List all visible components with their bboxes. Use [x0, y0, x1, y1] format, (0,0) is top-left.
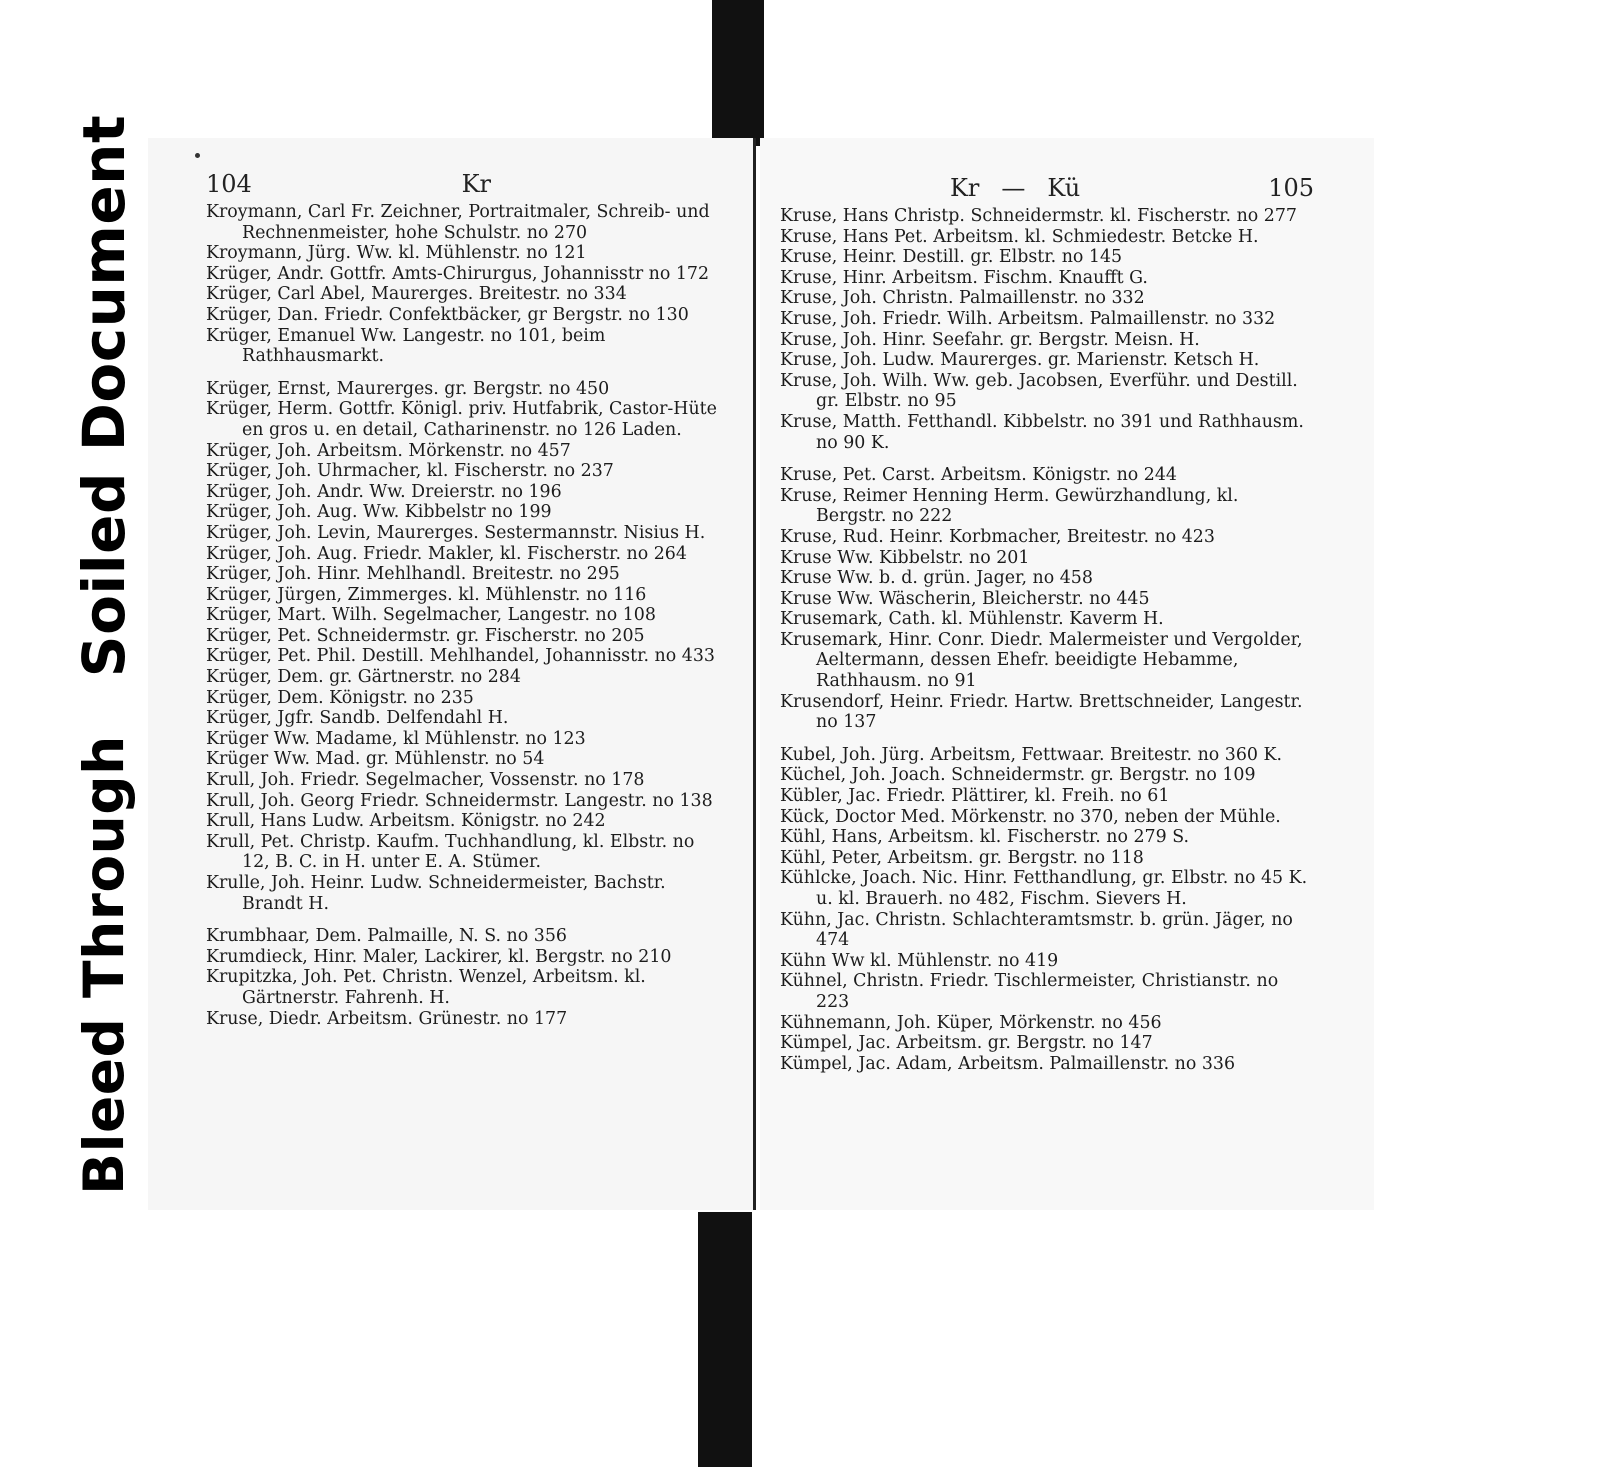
directory-entry: Krüger Ww. Madame, kl Mühlenstr. no 123	[206, 728, 586, 749]
directory-entry: Krüger, Dan. Friedr. Confektbäcker, gr Bergstr. no 130	[206, 304, 689, 325]
directory-entry: Krull, Joh. Friedr. Segelmacher, Vossenstr. no 178	[206, 770, 645, 791]
directory-entry: Kroymann, Jürg. Ww. kl. Mühlenstr. no 121	[206, 243, 587, 264]
left-page-header	[206, 170, 721, 198]
directory-entry: Kübler, Jac. Friedr. Plättirer, kl. Freih. no 61	[780, 786, 1170, 807]
directory-entry: Krüger, Joh. Aug. Friedr. Makler, kl. Fischerstr. no 264	[206, 543, 687, 564]
directory-entry: Kruse, Rud. Heinr. Korbmacher, Breitestr. no 423	[780, 526, 1215, 547]
directory-entry: Kühlcke, Joach. Nic. Hinr. Fetthandlung, gr. Elbstr. no 45 K. u. kl. Brauerh. no 482, Fischm. Sievers H.	[780, 868, 1308, 909]
right-page-running-head: Kr — Kü	[950, 174, 1081, 202]
directory-entry: Krüger, Emanuel Ww. Langestr. no 101, beim Rathhausmarkt.	[206, 325, 606, 367]
directory-entry: Kruse, Hans Christp. Schneidermstr. kl. Fischerstr. no 277	[780, 206, 1297, 226]
directory-entry: Kück, Doctor Med. Mörkenstr. no 370, neben der Mühle.	[780, 806, 1281, 827]
soiled-document-label: Soiled Document	[70, 114, 139, 678]
directory-entry: Kruse, Joh. Wilh. Ww. geb. Jacobsen, Everführ. und Destill. gr. Elbstr. no 95	[780, 370, 1298, 412]
bleed-through-label: Bleed Through	[72, 735, 137, 1195]
directory-entry: Krüger, Joh. Andr. Ww. Dreierstr. no 196	[206, 481, 562, 502]
directory-entry: Kruse, Heinr. Destill. gr. Elbstr. no 145	[780, 247, 1123, 268]
directory-entry: Krumdieck, Hinr. Maler, Lackirer, kl. Bergstr. no 210	[206, 946, 672, 967]
directory-entry: Kruse, Joh. Ludw. Maurerges. gr. Marienstr. Ketsch H.	[780, 350, 1260, 371]
directory-entry: Krüger, Dem. Königstr. no 235	[206, 687, 474, 708]
directory-entry: Kühn Ww kl. Mühlenstr. no 419	[780, 950, 1059, 971]
directory-entry: Kruse, Joh. Friedr. Wilh. Arbeitsm. Palmaillenstr. no 332	[780, 308, 1276, 329]
binding-shadow-top	[712, 0, 764, 146]
directory-entry: Kubel, Joh. Jürg. Arbeitsm, Fettwaar. Breitestr. no 360 K.	[780, 744, 1283, 765]
directory-entry: Krusemark, Cath. kl. Mühlenstr. Kaverm H.	[780, 609, 1164, 630]
directory-entry: Krull, Joh. Georg Friedr. Schneidermstr. Langestr. no 138	[206, 790, 713, 811]
directory-entry: Kruse, Hans Pet. Arbeitsm. kl. Schmiedestr. Betcke H.	[780, 226, 1259, 247]
directory-entry: Krull, Hans Ludw. Arbeitsm. Königstr. no 242	[206, 811, 606, 832]
directory-entry: Krüger, Mart. Wilh. Segelmacher, Langestr. no 108	[206, 605, 656, 626]
directory-entry: Krüger, Dem. gr. Gärtnerstr. no 284	[206, 667, 521, 688]
directory-entry: Kühnel, Christn. Friedr. Tischlermeister, Christianstr. no 223	[780, 971, 1279, 1012]
directory-entry: Kühn, Jac. Christn. Schlachteramtsmstr. b. grün. Jäger, no 474	[780, 909, 1293, 951]
directory-entry: Kruse, Joh. Hinr. Seefahr. gr. Bergstr. Meisn. H.	[780, 329, 1200, 350]
directory-entry: Kühnemann, Joh. Küper, Mörkenstr. no 456	[780, 1012, 1162, 1033]
directory-entry: Kruse Ww. b. d. grün. Jager, no 458	[780, 568, 1093, 589]
directory-entry: Krüger, Joh. Levin, Maurerges. Sestermannstr. Nisius H.	[206, 522, 706, 543]
directory-entry: Krull, Pet. Christp. Kaufm. Tuchhandlung, kl. Elbstr. no 12, B. C. in H. unter E. A. Stümer.	[206, 831, 695, 873]
directory-entry: Kruse, Diedr. Arbeitsm. Grünestr. no 177	[206, 1008, 568, 1029]
directory-entry: Krüger, Andr. Gottfr. Amts-Chirurgus, Johannisstr no 172	[206, 263, 710, 284]
directory-entry: Küchel, Joh. Joach. Schneidermstr. gr. Bergstr. no 109	[780, 765, 1256, 786]
page-number-104: 104	[206, 170, 252, 198]
directory-entry: Krumbhaar, Dem. Palmaille, N. S. no 356	[206, 926, 567, 947]
directory-entry: Kroymann, Carl Fr. Zeichner, Portraitmaler, Schreib- und Rechnenmeister, hohe Schulstr. no 270	[206, 202, 710, 243]
ink-speck	[195, 153, 200, 158]
directory-entry: Kruse, Matth. Fetthandl. Kibbelstr. no 391 und Rathhausm. no 90 K.	[780, 411, 1304, 453]
directory-entry: Kruse Ww. Kibbelstr. no 201	[780, 547, 1030, 568]
directory-entry: Krüger, Joh. Uhrmacher, kl. Fischerstr. no 237	[206, 461, 614, 482]
directory-entry: Krüger, Joh. Aug. Ww. Kibbelstr no 199	[206, 502, 552, 523]
right-page	[760, 138, 1374, 1210]
directory-entry: Krusemark, Hinr. Conr. Diedr. Malermeister und Vergolder, Aeltermann, dessen Ehefr. beeidigte Hebamme, Rathhausm. no 91	[780, 629, 1303, 692]
left-page	[148, 138, 756, 1210]
directory-entry: Krüger, Pet. Phil. Destill. Mehlhandel, Johannisstr. no 433	[206, 646, 715, 667]
directory-entry: Kruse Ww. Wäscherin, Bleicherstr. no 445	[780, 588, 1150, 609]
directory-entry: Kümpel, Jac. Arbeitsm. gr. Bergstr. no 147	[780, 1033, 1153, 1054]
directory-entry: Krüger, Pet. Schneidermstr. gr. Fischerstr. no 205	[206, 625, 645, 646]
directory-entry: Kühl, Peter, Arbeitsm. gr. Bergstr. no 118	[780, 847, 1144, 868]
directory-entry: Krüger, Ernst, Maurerges. gr. Bergstr. no 450	[206, 378, 610, 399]
right-page-header	[780, 174, 1314, 202]
directory-entry: Krüger, Jürgen, Zimmerges. kl. Mühlenstr. no 116	[206, 584, 647, 605]
right-entry-list	[780, 206, 1314, 1074]
page-number-105: 105	[1268, 174, 1314, 202]
directory-entry: Kühl, Hans, Arbeitsm. kl. Fischerstr. no 279 S.	[780, 827, 1190, 848]
directory-entry: Kruse, Reimer Henning Herm. Gewürzhandlung, kl. Bergstr. no 222	[780, 485, 1239, 527]
directory-entry: Krüger, Carl Abel, Maurerges. Breitestr. no 334	[206, 284, 627, 305]
directory-entry: Krulle, Joh. Heinr. Ludw. Schneidermeister, Bachstr. Brandt H.	[206, 873, 666, 914]
directory-entry: Kruse, Joh. Christn. Palmaillenstr. no 332	[780, 288, 1145, 309]
directory-entry: Kruse, Hinr. Arbeitsm. Fischm. Knaufft G.	[780, 267, 1148, 288]
directory-entry: Kümpel, Jac. Adam, Arbeitsm. Palmaillenstr. no 336	[780, 1053, 1236, 1074]
directory-entry: Krüger, Joh. Arbeitsm. Mörkenstr. no 457	[206, 440, 571, 461]
directory-entry: Krüger, Jgfr. Sandb. Delfendahl H.	[206, 708, 509, 729]
left-entry-list	[206, 202, 721, 1029]
binding-shadow-bottom	[698, 1212, 752, 1467]
directory-entry: Krüger, Herm. Gottfr. Königl. priv. Hutfabrik, Castor-Hüte en gros u. en detail, Catharinenstr. no 126 Laden.	[206, 399, 717, 440]
directory-entry: Krusendorf, Heinr. Friedr. Hartw. Brettschneider, Langestr. no 137	[780, 691, 1303, 733]
directory-entry: Krüger, Joh. Hinr. Mehlhandl. Breitestr. no 295	[206, 564, 620, 585]
directory-entry: Krupitzka, Joh. Pet. Christn. Wenzel, Arbeitsm. kl. Gärtnerstr. Fahrenh. H.	[206, 967, 646, 1008]
directory-entry: Kruse, Pet. Carst. Arbeitsm. Königstr. no 244	[780, 465, 1177, 486]
left-page-running-head: Kr	[461, 170, 491, 198]
directory-entry: Krüger Ww. Mad. gr. Mühlenstr. no 54	[206, 749, 545, 770]
